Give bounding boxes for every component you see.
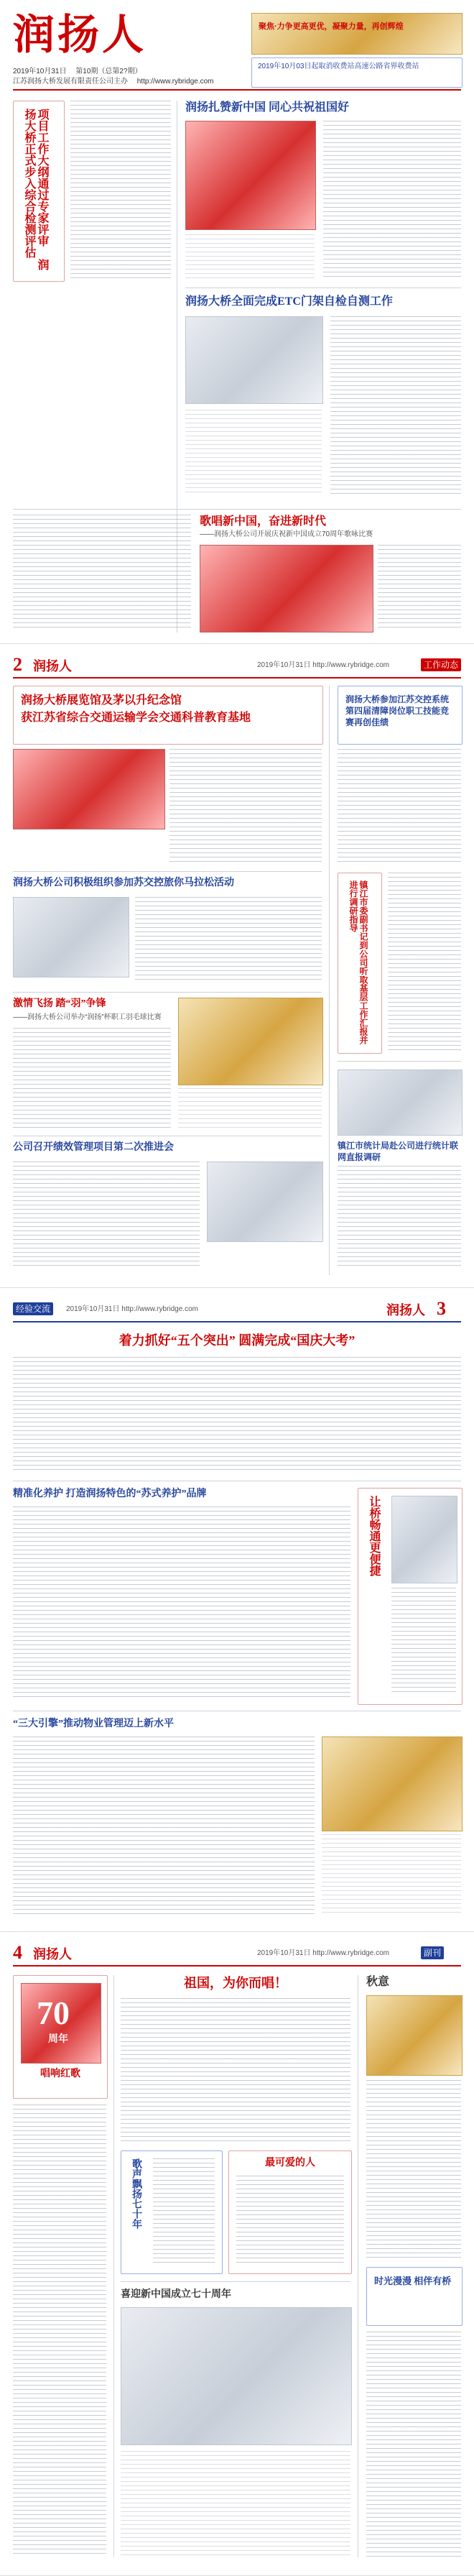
page2-story2-subtitle: ——润扬大桥公司举办“润扬”杯职工羽毛球比赛 xyxy=(13,1013,162,1021)
page2-story3-photo xyxy=(207,1162,323,1242)
page4-date-url: 2019年10月31日 http://www.rybridge.com xyxy=(257,1949,389,1957)
page3-bottom-photo xyxy=(322,1736,463,1831)
mid-story-text xyxy=(330,316,461,496)
page4-poem-title: 歌声飘扬七十年 xyxy=(131,2158,141,2229)
page2-side-vertical-title: 镇江市委副书记到公司听取基层工作汇报并进行调研指导 xyxy=(348,880,368,1044)
page2-side-story1-title: 润扬大桥参加江苏交控系统第四届清障岗位职工技能竞赛再创佳绩 xyxy=(345,694,450,727)
page3-paper-name: 润扬人 xyxy=(386,1303,425,1317)
page-4 xyxy=(0,1932,474,2576)
page4-banner-rule xyxy=(13,1965,461,1966)
page2-rule-2 xyxy=(13,992,322,993)
page-1 xyxy=(0,0,474,644)
page2-story2-title: 激情飞扬 踏“羽”争锋 xyxy=(13,998,106,1009)
page4-poem-text xyxy=(153,2158,215,2266)
page4-poem-box xyxy=(121,2150,223,2274)
page4-calligraphy-image xyxy=(121,2307,352,2445)
page2-story1-photo xyxy=(13,897,129,978)
page2-page-no: 2 xyxy=(13,654,22,675)
page4-right-subtitle: 时光漫漫 相伴有桥 xyxy=(374,2276,452,2286)
page4-poem2-title: 最可爱的人 xyxy=(265,2158,315,2168)
bottom-story-text xyxy=(378,545,461,631)
left-headline-vertical: 项目工作大纲通过专家评审 润扬大桥正式步入综合检测评估 xyxy=(23,109,48,270)
page2-side-text-3 xyxy=(338,1166,461,1266)
page2-story2-photo xyxy=(178,998,323,1085)
masthead xyxy=(13,12,200,69)
bottom-story-subtitle: ——润扬大桥公司开展庆祝新中国成立70周年歌咏比赛 xyxy=(200,530,373,538)
page3-page-no: 3 xyxy=(437,1298,446,1319)
page4-banner xyxy=(13,1942,461,1966)
page3-banner xyxy=(13,1298,461,1322)
page2-headline-box xyxy=(13,686,323,745)
page2-side-story2-title: 镇江市统计局赴公司进行统计联网直报调研 xyxy=(338,1141,459,1162)
top-story-text-2 xyxy=(185,234,315,279)
page3-headline-text xyxy=(13,1357,461,1472)
page4-page-no: 4 xyxy=(13,1942,22,1963)
page3-date-url: 2019年10月31日 http://www.rybridge.com xyxy=(66,1305,198,1313)
page4-headline-text xyxy=(121,1998,350,2142)
page3-bottom-text xyxy=(13,1736,315,1916)
page4-right-title: 秋意 xyxy=(366,1976,390,1988)
paper-date: 2019年10月31日 xyxy=(13,68,67,75)
paper-logo: 润扬人 xyxy=(13,12,147,58)
page2-side-vertical-box xyxy=(338,873,382,1054)
page-2 xyxy=(0,644,474,1288)
page4-right-text xyxy=(366,2080,461,2260)
page2-banner-rule xyxy=(13,677,461,678)
page2-side-rule xyxy=(338,1061,461,1062)
mid-story-text-2 xyxy=(185,410,322,496)
page4-center-bottom-text xyxy=(121,2451,350,2557)
page2-story1-title: 润扬大桥公司积极组织参加苏交控旅你马拉松活动 xyxy=(13,878,234,888)
page2-story1-text xyxy=(135,897,322,983)
page4-headline: 祖国，为你而唱！ xyxy=(184,1976,287,1990)
page3-feature-text xyxy=(13,1506,350,1701)
section-rule-2 xyxy=(13,509,461,510)
header-notice: 2019年10月03日起取消收费站高速公路省界收费站 xyxy=(258,63,419,70)
page4-calligraphy-title: 喜迎新中国成立七十周年 xyxy=(121,2289,231,2300)
paper-issue: 第10期（总第2?期） xyxy=(75,68,142,75)
page3-section-tag: 经验交流 xyxy=(13,1302,53,1315)
page3-feature-side-text xyxy=(391,1588,456,1696)
page4-paper-name: 润扬人 xyxy=(33,1947,72,1961)
page2-side-text-1 xyxy=(338,749,461,864)
masthead-rule xyxy=(13,89,461,91)
page4-center-rule xyxy=(121,2281,350,2282)
bottom-story-left-text xyxy=(13,515,191,631)
page3-bottom-text-2 xyxy=(322,1834,461,1916)
paper-website: http://www.rybridge.com xyxy=(136,78,214,86)
page4-right-photo xyxy=(366,1995,463,2076)
page2-date-url: 2019年10月31日 http://www.rybridge.com xyxy=(257,661,389,669)
page4-poem2-box xyxy=(228,2150,352,2274)
page2-headline-line2: 获江苏省综合交通运输学会交通科普教育基地 xyxy=(21,712,251,724)
page2-headline-line1: 润扬大桥展览馆及茅以升纪念馆 xyxy=(21,694,182,707)
page3-bottom-title: “三大引擎”推动物业管理迈上新水平 xyxy=(13,1719,174,1729)
page4-section-tag: 副刊 xyxy=(421,1946,444,1959)
page4-right-subtitle-box xyxy=(366,2267,463,2326)
page3-banner-rule xyxy=(13,1321,461,1322)
page4-right-text-2 xyxy=(366,2332,461,2557)
left-headline-box xyxy=(13,101,65,282)
page3-feature-side-box xyxy=(358,1488,463,1705)
page2-story3-title: 公司召开绩效管理项目第二次推进会 xyxy=(13,1142,174,1153)
page2-headline-photo xyxy=(13,749,165,829)
page2-headline-text xyxy=(169,749,322,864)
page2-banner xyxy=(13,654,461,678)
page2-story2-text xyxy=(13,1028,171,1128)
masthead-meta-2 xyxy=(13,78,286,86)
page4-anniversary-box xyxy=(13,1975,108,2099)
page2-rule-1 xyxy=(13,871,322,872)
page4-anniversary-caption: 唱响红歌 xyxy=(40,2069,80,2079)
bottom-story-title: 歌唱新中国，奋进新时代 xyxy=(200,515,327,528)
page2-side-text-2 xyxy=(388,873,461,1052)
page2-section-tag: 工作动态 xyxy=(421,658,461,671)
page2-column-divider xyxy=(329,686,330,1275)
mid-story-title: 润扬大桥全面完成ETC门架自检自测工作 xyxy=(185,295,393,308)
paper-publisher: 江苏润扬大桥发展有限责任公司主办 xyxy=(13,78,128,86)
page4-left-text xyxy=(13,2104,106,2557)
page-3 xyxy=(0,1288,474,1932)
bottom-story-photo xyxy=(200,545,373,632)
page4-anniversary-text: 周年 xyxy=(48,2034,68,2045)
header-slogan: 聚焦·力争更高更优，凝聚力量，再创辉煌 xyxy=(259,22,404,31)
page4-column-divider-1 xyxy=(113,1975,114,2557)
page4-poem2-text xyxy=(236,2176,344,2266)
page2-side-photo xyxy=(338,1070,463,1136)
masthead-meta xyxy=(13,68,243,76)
page4-anniversary-number: 70 xyxy=(37,1995,70,2031)
top-story-photo xyxy=(185,121,316,230)
page2-paper-name: 润扬人 xyxy=(33,659,72,673)
top-story-title: 润扬扎赞新中国 同心共祝祖国好 xyxy=(185,101,350,114)
page3-feature-vertical-title: 让桥畅通更便捷 xyxy=(368,1496,380,1576)
top-story-text xyxy=(323,121,461,279)
page3-feature-side-photo xyxy=(391,1496,457,1583)
mid-story-photo xyxy=(185,316,323,404)
page3-feature-title: 精准化养护 打造润扬特色的“苏式养护”品牌 xyxy=(13,1489,207,1499)
left-text-block xyxy=(70,101,171,280)
header-notice-box xyxy=(251,58,463,88)
page2-side-box-1 xyxy=(338,686,463,745)
page2-story2-text-2 xyxy=(178,1088,322,1128)
header-banner-image xyxy=(251,13,463,55)
page3-headline: 着力抓好“五个突出” 圆满完成“国庆大考” xyxy=(118,1333,356,1348)
page2-story3-text xyxy=(13,1162,200,1269)
